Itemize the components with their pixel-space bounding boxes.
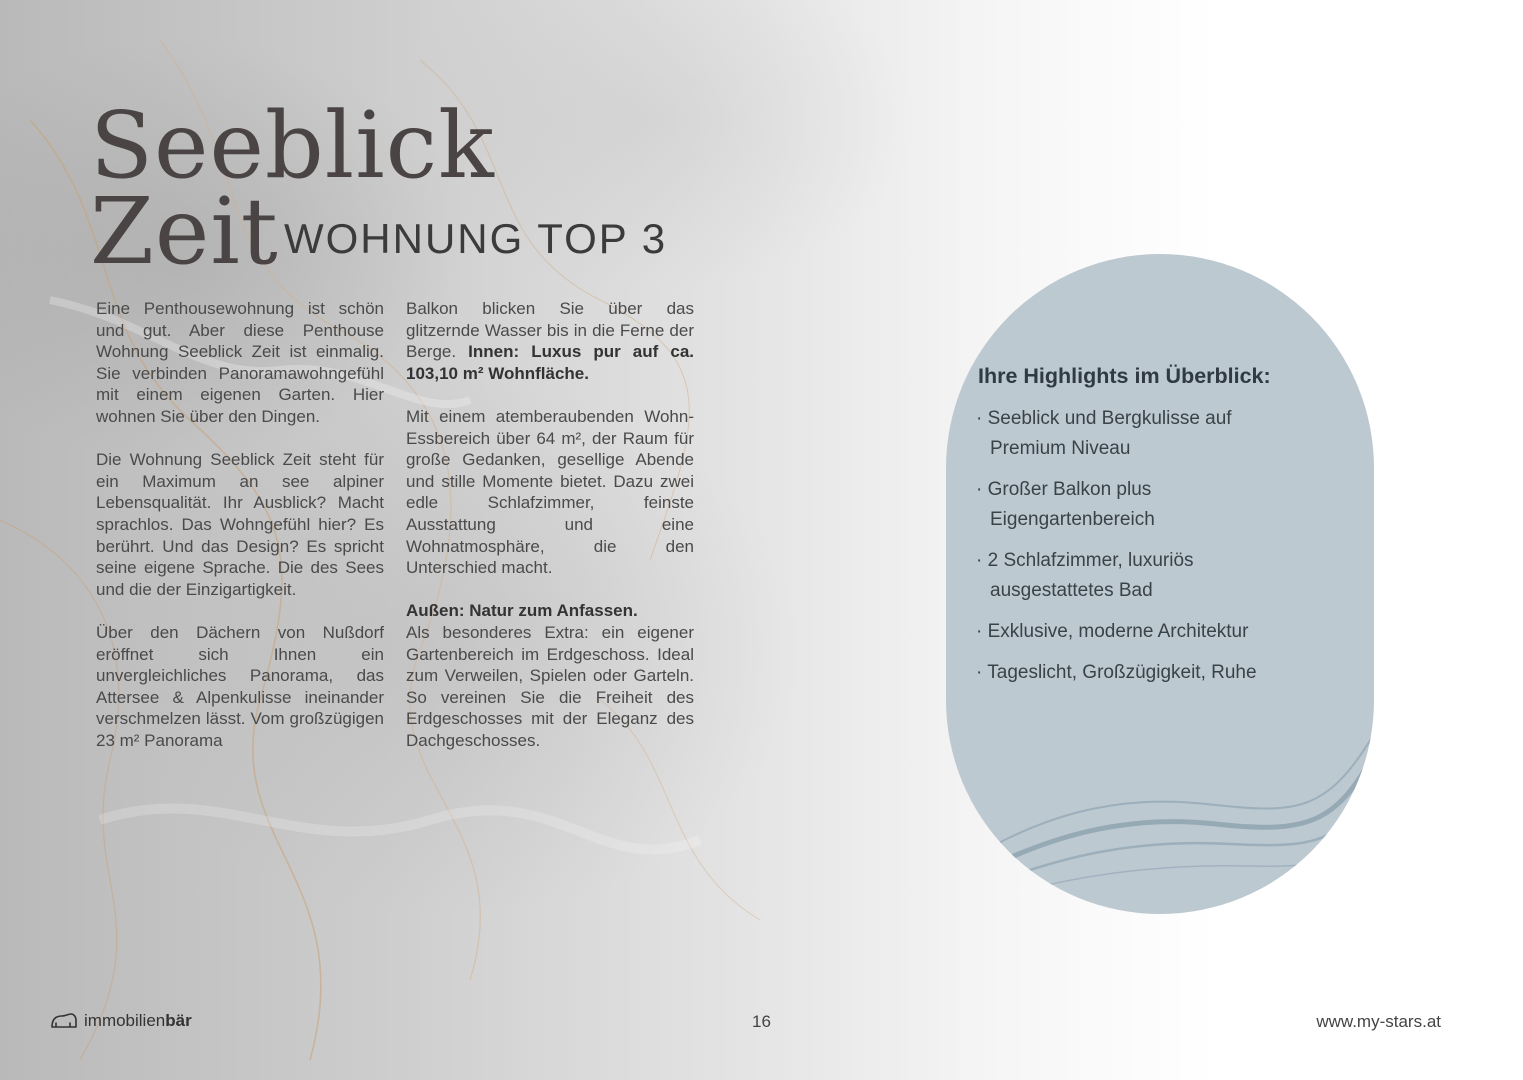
- subtitle: WOHNUNG TOP 3: [284, 215, 668, 262]
- bear-icon: [50, 1011, 78, 1031]
- text-column-2: [406, 298, 694, 773]
- wave-decoration: [946, 674, 1374, 914]
- paragraph: [406, 298, 694, 384]
- paragraph: Über den Dächern von Nußdorf eröffnet sich Ihnen ein unvergleichliches Panorama, das Attersee & Alpenkulisse ineinander verschmelzen lässt. Vom großzügigen 23 m² Panorama: [96, 622, 384, 750]
- highlight-item: · Großer Balkon plus Eigengartenbereich: [976, 479, 1155, 530]
- paragraph: [406, 600, 694, 751]
- paragraph: Eine Penthousewohnung ist schön und gut. Aber diese Penthouse Wohnung Seeblick Zeit ist einmalig. Sie verbinden Panoramawohngefühl mit einem eigenen Garten. Hier wohnen Sie über den Dingen.: [96, 299, 384, 426]
- highlight-item: · Seeblick und Bergkulisse auf Premium Niveau: [976, 408, 1232, 459]
- company-logo[interactable]: [50, 1011, 192, 1031]
- title-line-2: Zeit: [90, 178, 279, 285]
- logo-text: immobilienbär: [84, 1011, 192, 1030]
- text-column-1: [96, 298, 384, 773]
- highlight-item: · Tageslicht, Großzügigkeit, Ruhe: [976, 662, 1257, 683]
- paragraph: Die Wohnung Seeblick Zeit steht für ein Maximum an see alpiner Lebensqualität. Ihr Ausblick? Macht sprachlos. Das Wohngefühl hier? Es berührt. Und das Design? Es spricht seine eigene Sprache. Die des Sees und die der Einzigartigkeit.: [96, 450, 384, 599]
- highlight-item: · Exklusive, moderne Architektur: [976, 621, 1249, 642]
- bold-heading: Innen: Luxus pur auf ca. 103,10 m² Wohnfläche.: [406, 342, 694, 383]
- highlight-item: · 2 Schlafzimmer, luxuriös ausgestattetes Bad: [976, 550, 1194, 601]
- paragraph-text: Balkon blicken Sie über das glitzernde Wasser bis in die Ferne der Berge.: [406, 299, 694, 362]
- website-link[interactable]: www.my-stars.at: [1316, 1012, 1441, 1031]
- bold-heading: Außen: Natur zum Anfassen.: [406, 601, 638, 621]
- paragraph-text: Als besonderes Extra: ein eigener Gartenbereich im Erdgeschoss. Ideal zum Verweilen, Spielen oder Garteln. So vereinen Sie die Freiheit des Erdgeschosses mit der Eleganz des Dachgeschosses.: [406, 622, 694, 750]
- highlights-card: [946, 254, 1374, 914]
- paragraph: Mit einem atemberaubenden Wohn-Essbereich über 64 m², der Raum für große Gedanken, gesellige Abende und stille Momente bietet. Dazu zwei edle Schlafzimmer, feinste Ausstattung und eine Wohnatmosphäre, die den Unterschied macht.: [406, 406, 694, 578]
- title-line-1: Seeblick: [90, 92, 495, 199]
- highlights-heading: Ihre Highlights im Überblick:: [978, 364, 1271, 388]
- page-number: 16: [752, 1012, 771, 1031]
- highlights-list: [976, 404, 1356, 699]
